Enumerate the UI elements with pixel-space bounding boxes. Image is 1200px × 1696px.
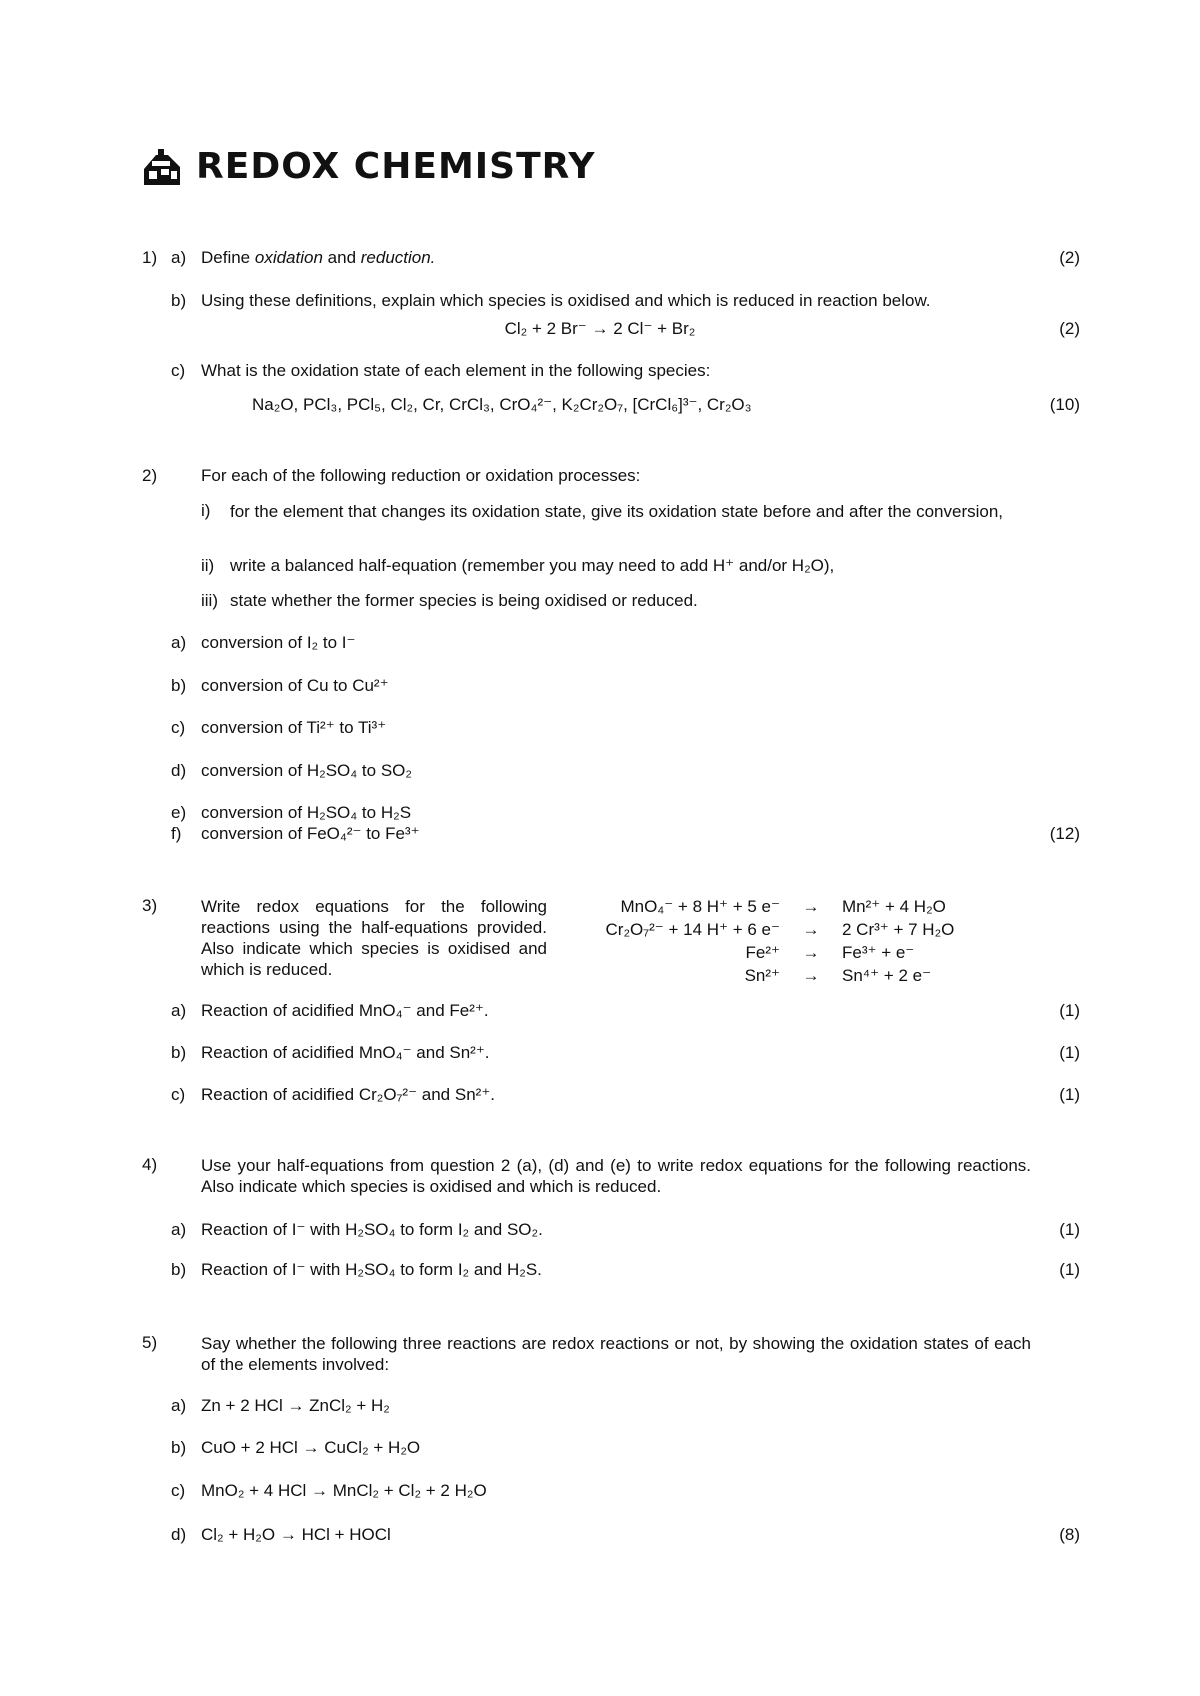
marks-label: (1) xyxy=(1059,1220,1080,1239)
question-text: Using these definitions, explain which species is oxidised and which is reduced in reaction below. xyxy=(201,291,931,310)
step-text: for the element that changes its oxidation state, give its oxidation state before and after the conversion, xyxy=(230,502,1004,521)
part-letter: a) xyxy=(171,1396,187,1415)
step-number: iii) xyxy=(201,591,218,610)
term-oxidation: oxidation xyxy=(254,248,323,267)
equation: Cl₂ + 2 Br⁻ → 2 Cl⁻ + Br₂ xyxy=(504,319,696,338)
part-text: conversion of FeO₄²⁻ to Fe³⁺ xyxy=(201,824,420,843)
part-text: Reaction of acidified MnO₄⁻ and Fe²⁺. xyxy=(201,1001,489,1020)
part-text: conversion of I₂ to I⁻ xyxy=(201,633,356,652)
part-letter: c) xyxy=(171,1085,186,1104)
marks-label: (1) xyxy=(1059,1085,1080,1104)
reaction-equation: MnO₂ + 4 HCl → MnCl₂ + Cl₂ + 2 H₂O xyxy=(201,1481,487,1500)
step-number: ii) xyxy=(201,556,215,575)
part-text: Reaction of acidified Cr₂O₇²⁻ and Sn²⁺. xyxy=(201,1085,496,1104)
step-text: state whether the former species is being oxidised or reduced. xyxy=(230,591,698,610)
text-segment: Define xyxy=(201,248,255,267)
half-equation xyxy=(580,895,946,918)
term-reduction: reduction. xyxy=(360,248,436,267)
half-equation xyxy=(580,941,914,964)
part-letter: b) xyxy=(171,291,187,310)
part-letter: a) xyxy=(171,248,187,267)
equation-right: Fe³⁺ + e⁻ xyxy=(842,943,915,962)
arrow: → xyxy=(802,897,820,916)
part-letter: b) xyxy=(171,676,187,695)
equation-right: Mn²⁺ + 4 H₂O xyxy=(842,897,946,916)
question-number: 1) xyxy=(142,248,158,267)
title-text: REDOX CHEMISTRY xyxy=(196,146,596,187)
marks-label: (1) xyxy=(1059,1260,1080,1279)
question-number: 4) xyxy=(142,1155,158,1174)
question-number: 3) xyxy=(142,896,158,915)
marks-label: (2) xyxy=(1059,319,1080,338)
part-letter: c) xyxy=(171,718,186,737)
question-text: Use your half-equations from question 2 (a), (d) and (e) to write redox equations for the following reactions. Also indicate which species is oxidised and which is reduced. xyxy=(201,1156,1031,1196)
part-letter: b) xyxy=(171,1438,187,1457)
part-letter: f) xyxy=(171,824,182,843)
part-letter: d) xyxy=(171,1525,187,1544)
part-text: Reaction of I⁻ with H₂SO₄ to form I₂ and SO₂. xyxy=(201,1220,543,1239)
equation-left: Fe²⁺ xyxy=(745,943,780,962)
part-letter: c) xyxy=(171,1481,186,1500)
part-text: Reaction of acidified MnO₄⁻ and Sn²⁺. xyxy=(201,1043,490,1062)
step-text: write a balanced half-equation (remember you may need to add H⁺ and/or H₂O), xyxy=(230,556,835,575)
question-text: What is the oxidation state of each element in the following species: xyxy=(201,361,711,380)
question-text: Say whether the following three reactions are redox reactions or not, by showing the oxidation states of each of the elements involved: xyxy=(201,1334,1031,1374)
page-title xyxy=(142,146,595,187)
half-equation xyxy=(580,918,954,941)
question-number: 2) xyxy=(142,466,158,485)
question-number: 5) xyxy=(142,1333,158,1352)
part-letter: b) xyxy=(171,1260,187,1279)
arrow: → xyxy=(802,966,820,985)
marks-label: (1) xyxy=(1059,1043,1080,1062)
reaction-equation: Zn + 2 HCl → ZnCl₂ + H₂ xyxy=(201,1396,390,1415)
question-text: For each of the following reduction or oxidation processes: xyxy=(201,466,641,485)
reaction-equation: CuO + 2 HCl → CuCl₂ + H₂O xyxy=(201,1438,421,1457)
marks-label: (10) xyxy=(1049,395,1080,414)
arrow: → xyxy=(802,943,820,962)
question-text: Write redox equations for the following reactions using the half-equations provided. Also indicate which species is oxidised and which is reduced. xyxy=(201,897,547,979)
text-segment: and xyxy=(322,248,361,267)
part-text: conversion of Ti²⁺ to Ti³⁺ xyxy=(201,718,387,737)
equation-right: Sn⁴⁺ + 2 e⁻ xyxy=(842,966,932,985)
marks-label: (2) xyxy=(1059,248,1080,267)
marks-label: (1) xyxy=(1059,1001,1080,1020)
part-letter: e) xyxy=(171,803,187,822)
part-text: Reaction of I⁻ with H₂SO₄ to form I₂ and H₂S. xyxy=(201,1260,542,1279)
equation-left: Sn²⁺ xyxy=(744,966,780,985)
marks-label: (8) xyxy=(1059,1525,1080,1544)
part-text: conversion of H₂SO₄ to SO₂ xyxy=(201,761,412,780)
question-text xyxy=(201,248,435,268)
part-text: conversion of Cu to Cu²⁺ xyxy=(201,676,389,695)
part-text: conversion of H₂SO₄ to H₂S xyxy=(201,803,412,822)
equation-right: 2 Cr³⁺ + 7 H₂O xyxy=(842,920,955,939)
part-letter: b) xyxy=(171,1043,187,1062)
reaction-equation: Cl₂ + H₂O → HCl + HOCl xyxy=(201,1525,391,1544)
part-letter: a) xyxy=(171,633,187,652)
equation-left: Cr₂O₇²⁻ + 14 H⁺ + 6 e⁻ xyxy=(605,920,780,939)
part-letter: c) xyxy=(171,361,186,380)
arrow: → xyxy=(802,920,820,939)
half-equation xyxy=(580,964,931,987)
part-letter: a) xyxy=(171,1220,187,1239)
part-letter: d) xyxy=(171,761,187,780)
step-number: i) xyxy=(201,501,211,520)
equation-left: MnO₄⁻ + 8 H⁺ + 5 e⁻ xyxy=(620,897,780,916)
laboratory-icon xyxy=(142,147,182,187)
part-letter: a) xyxy=(171,1001,187,1020)
species-list: Na₂O, PCl₃, PCl₅, Cl₂, Cr, CrCl₃, CrO₄²⁻, K₂Cr₂O₇, [CrCl₆]³⁻, Cr₂O₃ xyxy=(252,395,752,414)
marks-label: (12) xyxy=(1049,824,1080,843)
